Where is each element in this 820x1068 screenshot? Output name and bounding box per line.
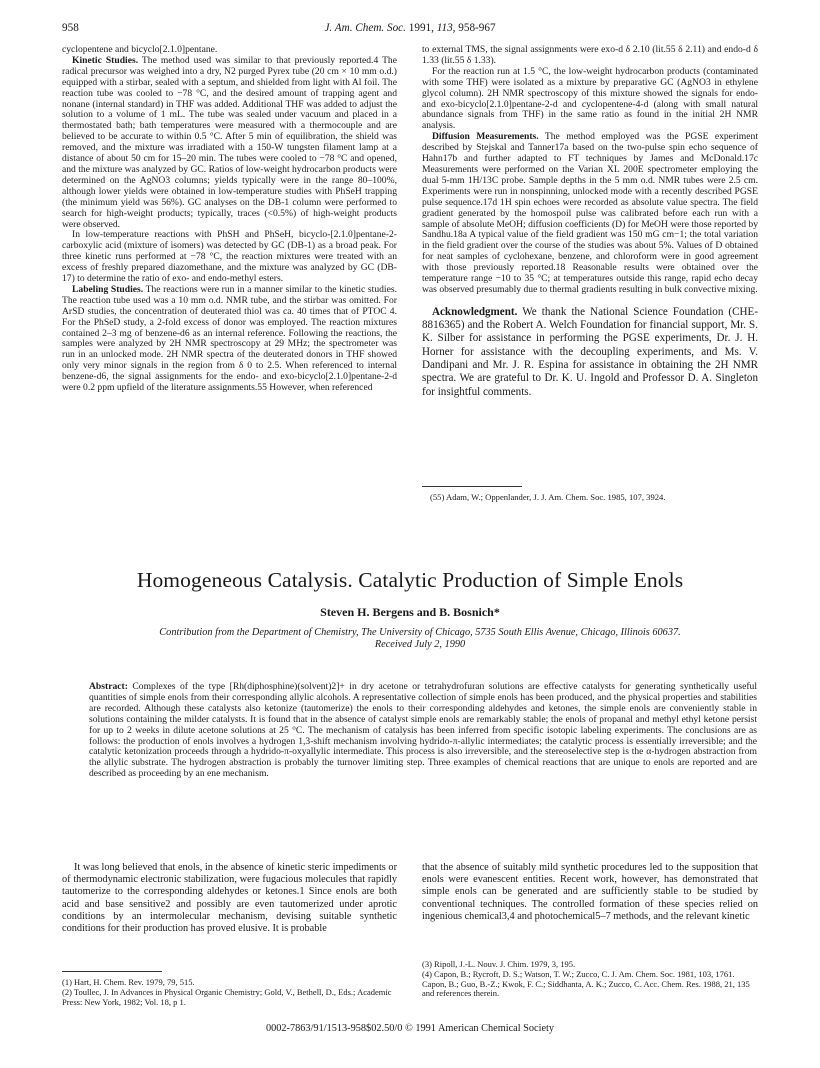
labeling-studies-paragraph xyxy=(62,285,397,394)
previous-article-right-column xyxy=(422,45,758,399)
footnote: (1) Hart, H. Chem. Rev. 1979, 79, 515. xyxy=(62,977,195,987)
abstract-heading: Abstract: xyxy=(89,681,128,692)
abstract-text: Complexes of the type [Rh(diphosphine)(solvent)2]+ in dry acetone or tetrahydrofuran solutions are effective catalysts for generating synthetically useful quantities of simple enols from their corresponding allylic alcohols. A representative collection of simple enols has been produced, and the physical properties and stabilities are recorded. Although these catalysts also ketonize (tautomerize) the enols to their corresponding aldehydes and ketones, the simple enols are conveniently stable in solutions containing the milder catalysts. It is found that in the absence of catalyst simple enols are remarkably stable; the enols of propanal and methyl ethyl ketone persist for up to 2 weeks in dilute acetone solutions at 25 °C. The mechanism of catalysis has been inferred from specific isotopic labeling experiments. The conclusions are as follows: the production of enols involves a hydrogen 1,3-shift mechanism involving hydrido-π-allylic intermediates; the catalytic process is essentially irreversible; and the catalytic ketonization proceeds through a hydrido-π-oxyallylic intermediate. This process is also irreversible, and the stereoselective step is the α-hydrogen abstraction from the allylic substrate. The hydrogen abstraction is probably the turnover limiting step. Three examples of chemical reactions that are unique to enols are reported and are described as proceeding by an ene mechanism. xyxy=(89,681,757,780)
paragraph: For the reaction run at 1.5 °C, the low-weight hydrocarbon products (contaminated with some THF) were isolated as a mixture by preparative GC (AgNO3 in ethylene glycol column). 2H NMR spectroscopy of this mixture showed the signals for endo- and exo-bicyclo[2.1.0]pentane-2-d and cyclopentene-4-d (along with small natural abundance signals from THF) in the same ratio as found in the initial 2H NMR analysis. xyxy=(422,65,758,132)
article-title: Homogeneous Catalysis. Catalytic Production of Simple Enols xyxy=(136,568,684,592)
paragraph-text: The reactions were run in a manner similar to the kinetic studies. The reaction tube used was a 10 mm o.d. NMR tube, and the stirbar was omitted. For ArSD studies, the concentration of deuterated thiol was ca. 40 times that of PTOC 4. For the PhSeD study, a 2-fold excess of donor was employed. The reaction mixtures contained 2–3 mg of benzene-d6 as an internal reference. Following the reactions, the samples were analyzed by 2H NMR spectroscopy at 29 MHz; the spectrometer was run in an unlocked mode. 2H NMR spectra of the deuterated donors in THF showed only very minor signals in the region from δ 0 to 2.5. When referenced to internal benzene-d6, the signal assignments for the endo- and exo-bicyclo[2.1.0]pentane-2-d were 0.2 ppm upfield of the literature assignments.55 However, when referenced xyxy=(62,283,397,394)
paragraph-text: The method used was similar to that previously reported.4 The radical precursor was weighed into a dry, N2 purged Pyrex tube (20 cm × 10 mm o.d.) equipped with a stirbar, sealed with a septum, and shielded from light with Al foil. The reaction tube was cooled to −78 °C, and the desired amount of trapping agent and nonane (internal standard) in THF was added. Additional THF was added to adjust the solution to a volume of 1 mL. The tube was sealed under vacuum and placed in a thermostated bath; bath temperatures were measured with a thermocouple and are believed to be accurate to within 0.5 °C. After 5 min of equilibration, the shield was removed, and the mixture was irradiated with a 150-W tungsten filament lamp at a distance of about 50 cm for 15–20 min. The tubes were cooled to −78 °C and opened, and the mixture was analyzed by GC. Ratios of low-weight hydrocarbon products were determined on the AgNO3 columns; yields typically were in the range 80–100%, although lower yields were obtained in low-temperature studies with PhSeH trapping (the minimum yield was 56%). GC analyses on the DB-1 column were performed to search for high-weight products; typically, traces (<0.5%) of high-weight products were observed. xyxy=(62,54,397,230)
section-heading: Diffusion Measurements. xyxy=(432,131,539,143)
acknowledgment-paragraph xyxy=(422,306,758,399)
footnote: (4) Capon, B.; Rycroft, D. S.; Watson, T. W.; Zucco, C. J. Am. Chem. Soc. 1981, 103, 1761. Capon, B.; Guo, B.-Z.; Kwok, F. C.; Siddhanta, A. K.; Zucco, C. Acc. Chem. Res. 1988, 21, 135 and references therein. xyxy=(422,968,750,999)
footnote-divider xyxy=(62,971,162,972)
section-heading: Labeling Studies. xyxy=(72,283,144,295)
footnote-divider xyxy=(422,486,522,487)
previous-article-left-column xyxy=(62,45,397,394)
author-affiliation: Contribution from the Department of Chemistry, The University of Chicago, 5735 South Ellis Avenue, Chicago, Illinois 60637. Received July 2, 1990 xyxy=(159,627,681,650)
paragraph-text: The method employed was the PGSE experiment described by Stejskal and Tanner17a based on the two-pulse spin echo sequence of Hahn17b and further adapted to FT techniques by James and McDonald.17c Measurements were performed on the Varian XL 200E spectrometer employing the dual 5-mm 1H/13C probe. Sample depths in the 5 mm o.d. NMR tubes were 2.5 cm. Experiments were run in nonspinning, unlocked mode with a recently described PGSE pulse sequence.17d 1H spin echoes were recorded as absolute value spectra. The field gradient generated by the homospoil pulse was calibrated before each run with a sample of absolute MeOH; diffusion coefficients (D) for MeOH were those reported by Sandhu.18a A typical value of the field gradient was 150 mG cm−1; the total variation in the field gradient over the course of the studies was about 5%. Values of D obtained for neat samples of cyclohexane, benzene, and chloroform were in good agreement with those previously reported.18 Reasonable results were obtained over the temperature range −10 to 35 °C; at temperatures outside this range, rapid echo decay was observed presumably due to thermal gradients resulting in bulk convective mixing. xyxy=(422,131,758,295)
paragraph: It was long believed that enols, in the absence of kinetic steric impediments or of thermodynamic electronic stabilization, were fugacious molecules that rapidly tautomerize to the corresponding aldehydes or ketones.1 Since enols are both acid and base sensitive2 and possibly are even tautomerized under aprotic conditions by an intermolecular mechanism, devising suitable synthetic conditions for their production has proved elusive. It is probable xyxy=(62,862,397,935)
body-right-column xyxy=(422,862,758,923)
copyright-footer: 0002-7863/91/1513-958$02.50/0 © 1991 American Chemical Society xyxy=(265,1023,555,1034)
footnotes-left xyxy=(62,978,397,1007)
paragraph: cyclopentene and bicyclo[2.1.0]pentane. xyxy=(62,44,218,55)
section-heading: Acknowledgment. xyxy=(432,305,518,318)
paragraph: that the absence of suitably mild synthetic procedures led to the supposition that enols were evanescent entities. Recent work, however, has demonstrated that simple enols can be generated and are sufficiently stable to be studied by conventional techniques. The controlled formation of these species relied on ingenious chemical3,4 and photochemical5–7 methods, and the relevant kinetic xyxy=(422,862,758,922)
paragraph-text: We thank the National Science Foundation (CHE-8816365) and the Robert A. Welch Foundation for financial support, Mr. S. K. Silber for assistance in performing the PGSE experiments, Dr. J. H. Horner for assistance with the decoupling experiments, and Ms. V. Dandipani and Mr. J. R. Espina for assistance in obtaining the 2H NMR spectra. We are grateful to Dr. K. U. Ingold and Professor D. A. Singleton for insightful comments. xyxy=(422,305,759,398)
journal-citation xyxy=(62,22,758,34)
footnote: (55) Adam, W.; Oppenlander, J. J. Am. Chem. Soc. 1985, 107, 3924. xyxy=(430,492,666,502)
body-left-column xyxy=(62,862,397,935)
article-authors: Steven H. Bergens and B. Bosnich* xyxy=(320,605,500,619)
footnote: (2) Toullec, J. In Advances in Physical Organic Chemistry; Gold, V., Bethell, D., Eds.; Academic Press: New York, 1982; Vol. 18, p 1. xyxy=(62,986,392,1007)
journal-name: J. Am. Chem. Soc. xyxy=(324,22,406,34)
journal-pages: 958-967 xyxy=(458,22,496,34)
footnotes-right xyxy=(422,960,758,999)
paragraph: In low-temperature reactions with PhSH and PhSeH, bicyclo-[2.1.0]pentane-2-carboxylic acid (mixture of isomers) was detected by GC (DB-1) as a broad peak. For three kinetic runs performed at −78 °C, the reaction mixtures were treated with an excess of freshly prepared diazomethane, and the mixture was analyzed by GC (DB-17) to determine the ratio of exo- and endo-methyl esters. xyxy=(62,229,397,285)
page-number: 958 xyxy=(62,22,79,34)
journal-year: 1991, xyxy=(408,22,434,34)
footnote: (3) Ripoll, J.-L. Nouv. J. Chim. 1979, 3, 195. xyxy=(422,959,576,969)
kinetic-studies-paragraph xyxy=(62,56,397,231)
journal-volume: 113, xyxy=(436,22,456,34)
section-heading: Kinetic Studies. xyxy=(72,54,139,66)
paragraph: to external TMS, the signal assignments were exo-d δ 2.10 (lit.55 δ 2.11) and endo-d δ 1.33 (lit.55 δ 1.33). xyxy=(422,44,758,66)
running-header xyxy=(62,22,758,38)
abstract xyxy=(89,682,757,780)
diffusion-paragraph xyxy=(422,132,758,296)
